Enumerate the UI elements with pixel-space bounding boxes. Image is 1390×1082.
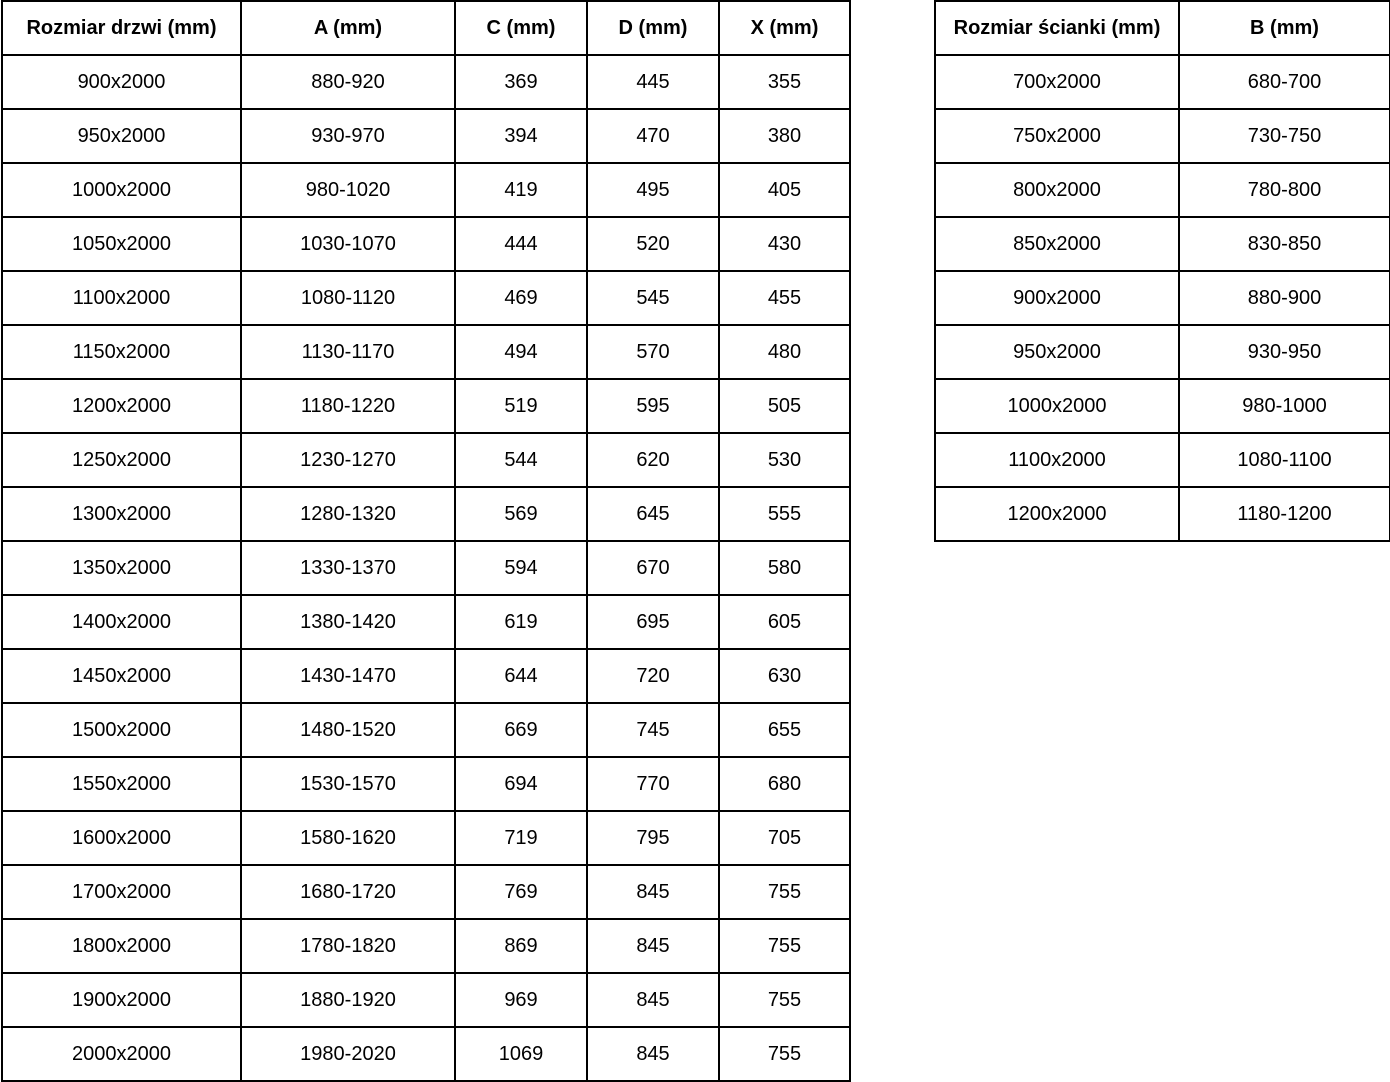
table-cell: 845 [587, 919, 719, 973]
table-cell: 1800x2000 [2, 919, 241, 973]
table-cell: 380 [719, 109, 850, 163]
table-cell: 845 [587, 973, 719, 1027]
table-row [2, 1027, 850, 1081]
table-cell: 355 [719, 55, 850, 109]
table-cell: 1980-2020 [241, 1027, 455, 1081]
column-header: B (mm) [1179, 1, 1390, 55]
table-row [2, 325, 850, 379]
table-cell: 505 [719, 379, 850, 433]
table-cell: 1080-1120 [241, 271, 455, 325]
table-row [2, 109, 850, 163]
table-row [2, 379, 850, 433]
table-cell: 705 [719, 811, 850, 865]
table-cell: 444 [455, 217, 587, 271]
table-cell: 469 [455, 271, 587, 325]
table-row [2, 487, 850, 541]
table-cell: 1180-1200 [1179, 487, 1390, 541]
table-row [2, 649, 850, 703]
table-cell: 1550x2000 [2, 757, 241, 811]
table-cell: 2000x2000 [2, 1027, 241, 1081]
table-cell: 1600x2000 [2, 811, 241, 865]
table-row [935, 55, 1390, 109]
table-cell: 950x2000 [935, 325, 1179, 379]
table-cell: 495 [587, 163, 719, 217]
table-cell: 770 [587, 757, 719, 811]
table-row [2, 217, 850, 271]
table-cell: 750x2000 [935, 109, 1179, 163]
table-cell: 769 [455, 865, 587, 919]
table-row [2, 973, 850, 1027]
header-row [935, 1, 1390, 55]
table-row [2, 55, 850, 109]
table-cell: 980-1020 [241, 163, 455, 217]
table-row [2, 703, 850, 757]
table-cell: 669 [455, 703, 587, 757]
table-cell: 1450x2000 [2, 649, 241, 703]
table-cell: 755 [719, 1027, 850, 1081]
table-cell: 569 [455, 487, 587, 541]
table-cell: 980-1000 [1179, 379, 1390, 433]
table-cell: 670 [587, 541, 719, 595]
table-cell: 580 [719, 541, 850, 595]
table-cell: 655 [719, 703, 850, 757]
wall-table-header [935, 1, 1390, 55]
table-row [935, 163, 1390, 217]
table-cell: 1350x2000 [2, 541, 241, 595]
table-row [935, 487, 1390, 541]
table-cell: 1700x2000 [2, 865, 241, 919]
table-cell: 1200x2000 [935, 487, 1179, 541]
column-header: C (mm) [455, 1, 587, 55]
table-row [2, 865, 850, 919]
table-cell: 445 [587, 55, 719, 109]
table-cell: 830-850 [1179, 217, 1390, 271]
table-cell: 845 [587, 1027, 719, 1081]
table-cell: 950x2000 [2, 109, 241, 163]
table-cell: 755 [719, 973, 850, 1027]
table-cell: 595 [587, 379, 719, 433]
table-cell: 1100x2000 [935, 433, 1179, 487]
table-cell: 1380-1420 [241, 595, 455, 649]
table-cell: 695 [587, 595, 719, 649]
table-cell: 1130-1170 [241, 325, 455, 379]
table-cell: 969 [455, 973, 587, 1027]
table-cell: 780-800 [1179, 163, 1390, 217]
table-row [2, 163, 850, 217]
table-cell: 680-700 [1179, 55, 1390, 109]
table-cell: 369 [455, 55, 587, 109]
table-cell: 470 [587, 109, 719, 163]
table-cell: 1400x2000 [2, 595, 241, 649]
table-cell: 900x2000 [2, 55, 241, 109]
table-cell: 1230-1270 [241, 433, 455, 487]
table-cell: 850x2000 [935, 217, 1179, 271]
table-row [935, 379, 1390, 433]
table-cell: 1280-1320 [241, 487, 455, 541]
table-cell: 1530-1570 [241, 757, 455, 811]
table-cell: 900x2000 [935, 271, 1179, 325]
header-row [2, 1, 850, 55]
table-cell: 620 [587, 433, 719, 487]
table-cell: 519 [455, 379, 587, 433]
table-cell: 645 [587, 487, 719, 541]
table-cell: 1150x2000 [2, 325, 241, 379]
table-cell: 720 [587, 649, 719, 703]
table-cell: 555 [719, 487, 850, 541]
door-dimensions-table [1, 0, 851, 1082]
table-cell: 1500x2000 [2, 703, 241, 757]
table-cell: 1680-1720 [241, 865, 455, 919]
table-cell: 795 [587, 811, 719, 865]
table-cell: 394 [455, 109, 587, 163]
table-cell: 800x2000 [935, 163, 1179, 217]
table-row [935, 217, 1390, 271]
table-cell: 1000x2000 [2, 163, 241, 217]
table-cell: 930-970 [241, 109, 455, 163]
table-cell: 680 [719, 757, 850, 811]
table-cell: 755 [719, 865, 850, 919]
door-table-body [2, 55, 850, 1081]
table-cell: 1880-1920 [241, 973, 455, 1027]
table-cell: 545 [587, 271, 719, 325]
table-cell: 644 [455, 649, 587, 703]
table-row [2, 811, 850, 865]
table-cell: 480 [719, 325, 850, 379]
table-cell: 1300x2000 [2, 487, 241, 541]
column-header: Rozmiar ścianki (mm) [935, 1, 1179, 55]
table-cell: 530 [719, 433, 850, 487]
table-cell: 719 [455, 811, 587, 865]
table-cell: 1080-1100 [1179, 433, 1390, 487]
table-cell: 700x2000 [935, 55, 1179, 109]
table-cell: 845 [587, 865, 719, 919]
table-cell: 430 [719, 217, 850, 271]
table-cell: 1780-1820 [241, 919, 455, 973]
table-cell: 1050x2000 [2, 217, 241, 271]
table-cell: 1900x2000 [2, 973, 241, 1027]
table-cell: 1000x2000 [935, 379, 1179, 433]
table-cell: 1069 [455, 1027, 587, 1081]
table-cell: 1200x2000 [2, 379, 241, 433]
table-cell: 1100x2000 [2, 271, 241, 325]
table-cell: 619 [455, 595, 587, 649]
table-cell: 419 [455, 163, 587, 217]
table-cell: 594 [455, 541, 587, 595]
column-header: A (mm) [241, 1, 455, 55]
table-row [2, 757, 850, 811]
table-cell: 869 [455, 919, 587, 973]
wall-dimensions-table [934, 0, 1390, 542]
column-header: Rozmiar drzwi (mm) [2, 1, 241, 55]
table-row [935, 433, 1390, 487]
table-cell: 694 [455, 757, 587, 811]
table-cell: 745 [587, 703, 719, 757]
table-cell: 520 [587, 217, 719, 271]
table-cell: 1180-1220 [241, 379, 455, 433]
table-cell: 494 [455, 325, 587, 379]
table-cell: 880-900 [1179, 271, 1390, 325]
table-cell: 455 [719, 271, 850, 325]
table-cell: 1250x2000 [2, 433, 241, 487]
table-row [2, 595, 850, 649]
table-cell: 755 [719, 919, 850, 973]
table-cell: 1330-1370 [241, 541, 455, 595]
table-row [2, 271, 850, 325]
table-cell: 730-750 [1179, 109, 1390, 163]
table-cell: 880-920 [241, 55, 455, 109]
table-cell: 544 [455, 433, 587, 487]
table-row [2, 919, 850, 973]
table-row [935, 271, 1390, 325]
table-cell: 1580-1620 [241, 811, 455, 865]
door-table-header [2, 1, 850, 55]
table-row [935, 109, 1390, 163]
column-header: D (mm) [587, 1, 719, 55]
table-cell: 570 [587, 325, 719, 379]
table-row [2, 541, 850, 595]
table-row [935, 325, 1390, 379]
wall-table-body [935, 55, 1390, 541]
table-cell: 405 [719, 163, 850, 217]
table-cell: 1030-1070 [241, 217, 455, 271]
table-cell: 1480-1520 [241, 703, 455, 757]
table-row [2, 433, 850, 487]
table-cell: 1430-1470 [241, 649, 455, 703]
table-cell: 630 [719, 649, 850, 703]
column-header: X (mm) [719, 1, 850, 55]
table-cell: 930-950 [1179, 325, 1390, 379]
table-cell: 605 [719, 595, 850, 649]
